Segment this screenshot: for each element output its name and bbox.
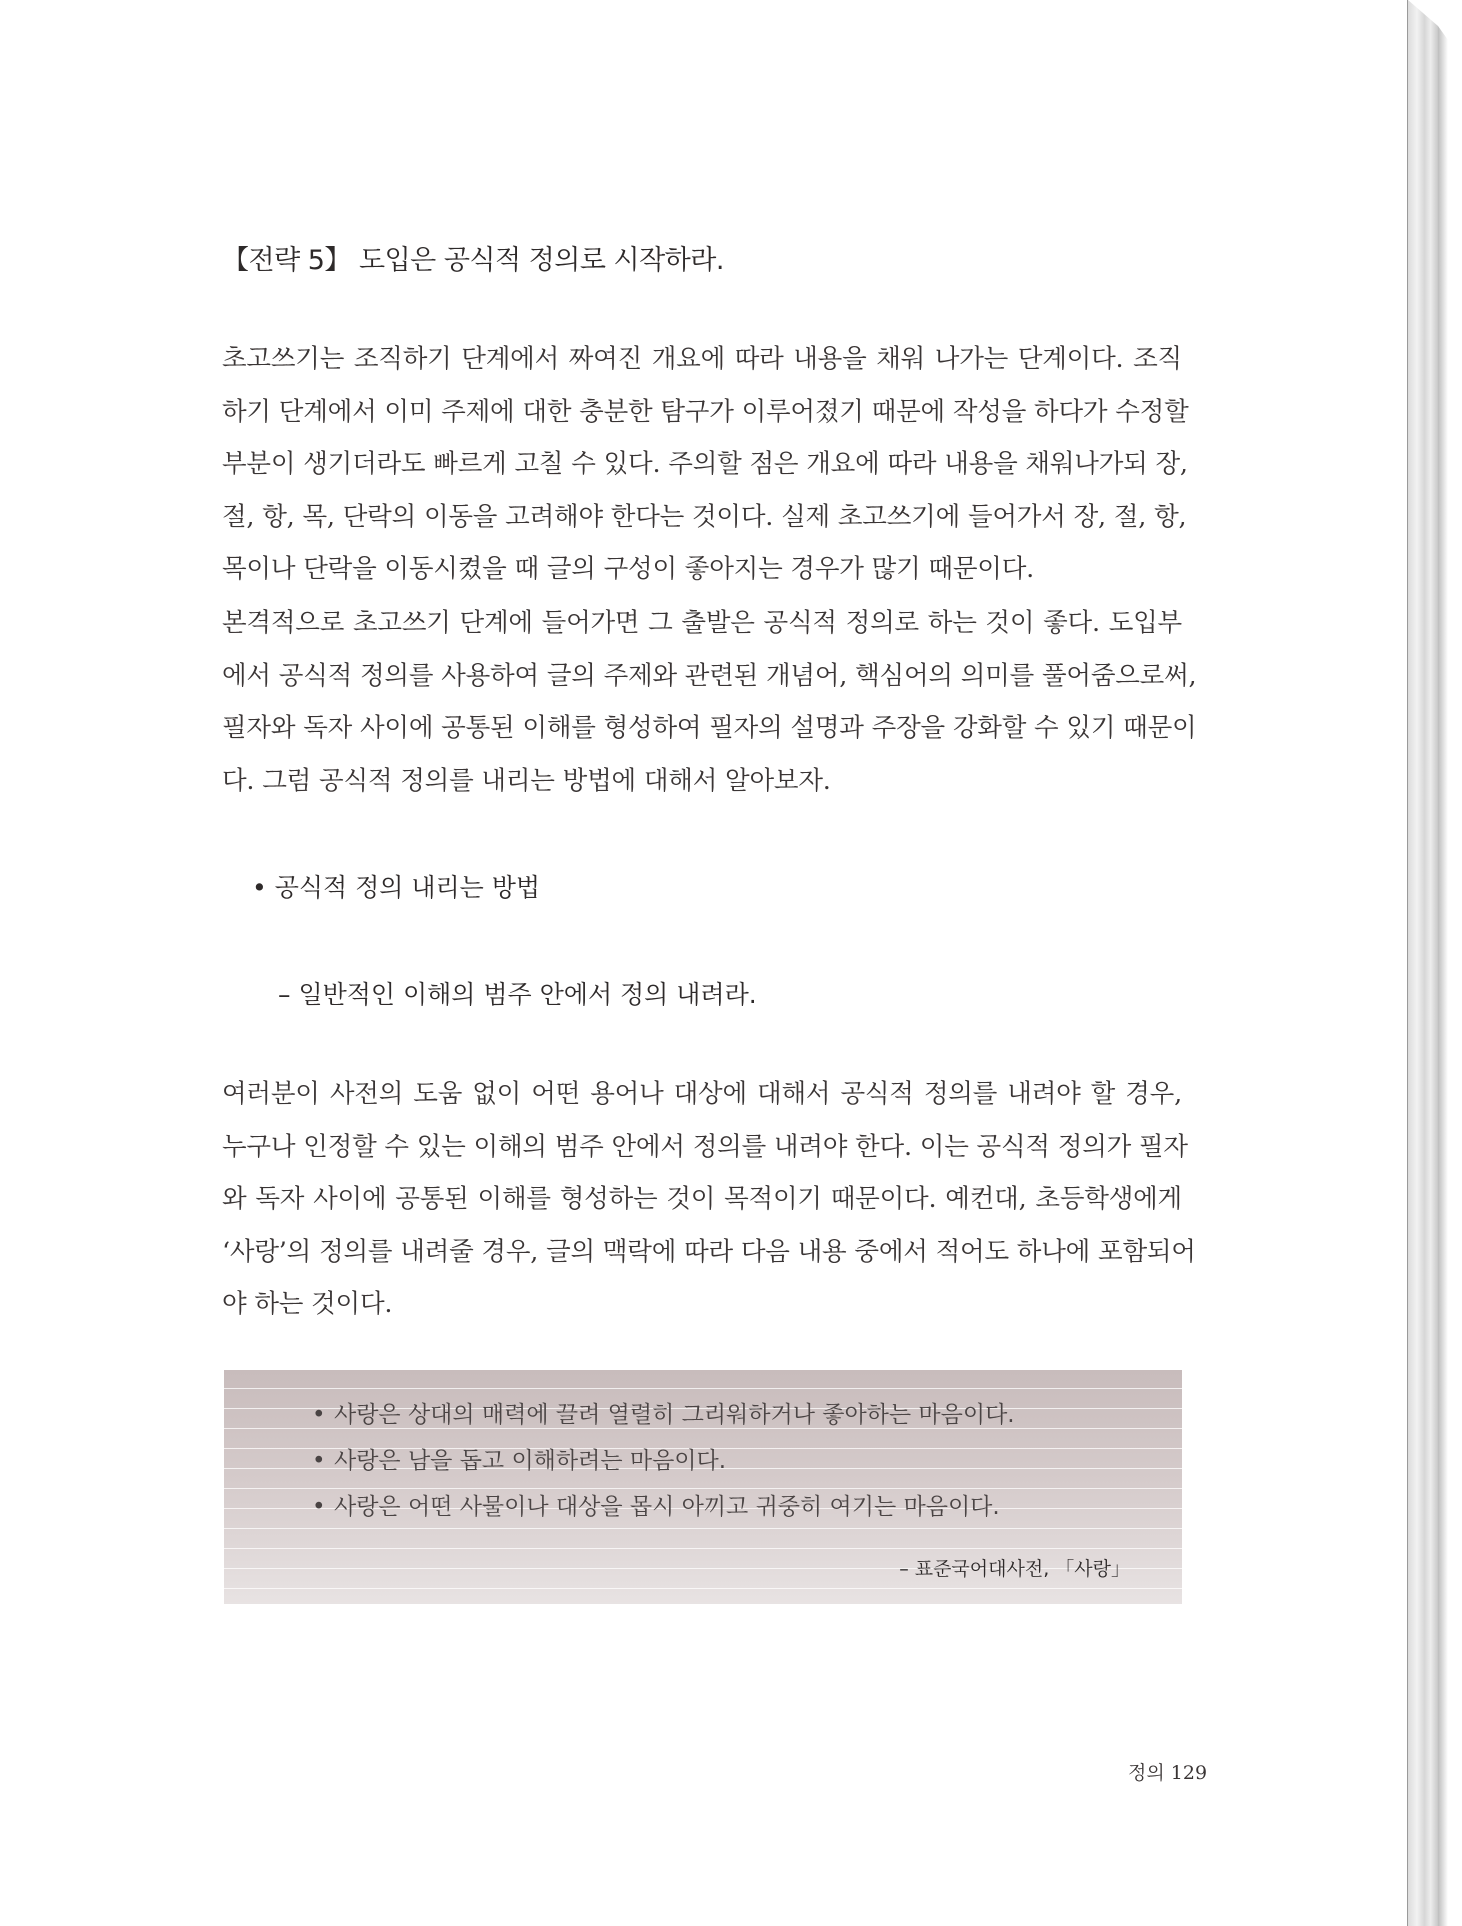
quote-item-text: 사랑은 남을 돕고 이해하려는 마음이다. [334, 1448, 727, 1474]
footer-section: 정의 [1128, 1762, 1165, 1784]
paragraph-line: 누구나 인정할 수 있는 이해의 범주 안에서 정의를 내려야 한다. 이는 공식적 정의가 필자 [222, 1131, 1188, 1162]
paragraph-line: 본격적으로 초고쓰기 단계에 들어가면 그 출발은 공식적 정의로 하는 것이 좋다. 도입부 [222, 608, 1182, 638]
paragraph-line: 여러분이 사전의 도움 없이 어떤 용어나 대상에 대해서 공식적 정의를 내려야 할 경우, [222, 1079, 1182, 1109]
paragraph-2 [222, 597, 1197, 807]
paragraph-line: 하기 단계에서 이미 주제에 대한 충분한 탐구가 이루어졌기 때문에 작성을 하다가 수정할 [222, 396, 1189, 427]
divider [224, 1388, 1182, 1389]
paragraph-line: 목이나 단락을 이동시켰을 때 글의 구성이 좋아지는 경우가 많기 때문이다. [222, 554, 1035, 584]
bullet-icon: • [312, 1448, 326, 1474]
paragraph-line: 초고쓰기는 조직하기 단계에서 짜여진 개요에 따라 내용을 채워 나가는 단계이다. 조직 [222, 344, 1182, 374]
bullet-icon: • [312, 1494, 326, 1520]
divider [224, 1528, 1182, 1529]
page-footer [1128, 1758, 1207, 1785]
quote-item-text: 사랑은 상대의 매력에 끌려 열렬히 그리워하거나 좋아하는 마음이다. [334, 1402, 1015, 1428]
paragraph-line: 와 독자 사이에 공통된 이해를 형성하는 것이 목적이기 때문이다. 예컨대, 초등학생에게 [222, 1184, 1182, 1214]
book-page-edge [1408, 0, 1438, 1926]
book-page-edge-shadow [1438, 0, 1448, 1926]
page-number: 129 [1170, 1762, 1208, 1784]
paragraph-1 [222, 333, 1189, 596]
paragraph-line: 절, 항, 목, 단락의 이동을 고려해야 한다는 것이다. 실제 초고쓰기에 들어가서 장, 절, 항, [222, 501, 1187, 532]
dictionary-quote-box [224, 1370, 1182, 1604]
quote-list-item [312, 1488, 1000, 1521]
section-heading: 【전략 5】 도입은 공식적 정의로 시작하라. [222, 245, 724, 276]
paragraph-line: 다. 그럼 공식적 정의를 내리는 방법에 대해서 알아보자. [222, 765, 831, 796]
subheading-rule: – 일반적인 이해의 범주 안에서 정의 내려라. [278, 980, 757, 1009]
quote-list-item [312, 1396, 1015, 1429]
paragraph-line: 에서 공식적 정의를 사용하여 글의 주제와 관련된 개념어, 핵심어의 의미를 풀어줌으로써, [222, 660, 1197, 691]
paragraph-line: 필자와 독자 사이에 공통된 이해를 형성하여 필자의 설명과 주장을 강화할 수 있기 때문이 [222, 713, 1197, 743]
paragraph-line: ‘사랑’의 정의를 내려줄 경우, 글의 맥락에 따라 다음 내용 중에서 적어도 하나에 포함되어 [222, 1236, 1196, 1267]
paragraph-line: 야 하는 것이다. [222, 1289, 393, 1319]
quote-source: – 표준국어대사전, 「사랑」 [899, 1558, 1130, 1580]
paragraph-line: 부분이 생기더라도 빠르게 고칠 수 있다. 주의할 점은 개요에 따라 내용을 채워나가되 장, [222, 449, 1188, 479]
paragraph-3 [222, 1068, 1196, 1331]
divider [224, 1548, 1182, 1549]
subheading-method: • 공식적 정의 내리는 방법 [252, 873, 541, 902]
quote-list-item [312, 1442, 726, 1475]
quote-item-text: 사랑은 어떤 사물이나 대상을 몹시 아끼고 귀중히 여기는 마음이다. [334, 1494, 1000, 1520]
divider [224, 1588, 1182, 1589]
bullet-icon: • [312, 1402, 326, 1428]
